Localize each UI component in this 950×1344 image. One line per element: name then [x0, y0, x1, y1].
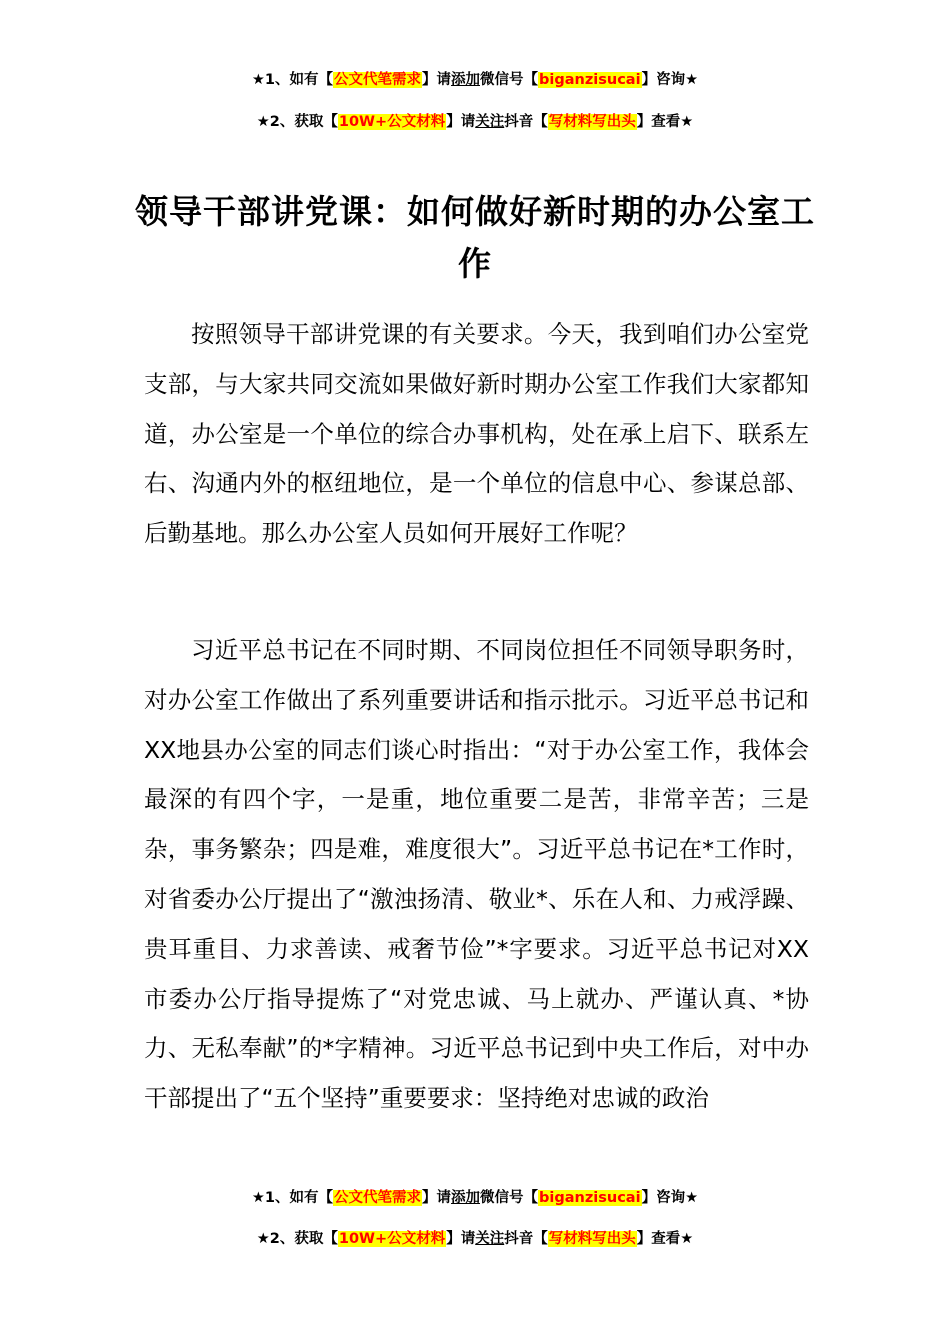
footer-banner-line-2 — [0, 1229, 950, 1249]
highlight-materials: 10W+公文材料 — [338, 1231, 446, 1247]
banner-text: ★1、如有【 — [251, 72, 334, 88]
paragraph-1: 按照领导干部讲党课的有关要求。今天，我到咱们办公室党支部，与大家共同交流如果做好新时期办公室工作我们大家都知道，办公室是一个单位的综合办事机构，处在承上启下、联系左右、沟通内外的枢纽地位，是一个单位的信息中心、参谋总部、后勤基地。那么办公室人员如何开展好工作呢？ — [144, 320, 809, 548]
document-title: 领导干部讲党课：如何做好新时期的办公室工作 — [135, 192, 815, 283]
highlight-wechat-id: biganzisucai — [539, 72, 641, 88]
header-banner-line-2 — [0, 112, 950, 132]
banner-text: ★2、获取【 — [256, 114, 338, 130]
highlight-materials: 10W+公文材料 — [338, 114, 446, 130]
banner-text: ★2、获取【 — [256, 1231, 338, 1247]
banner-text: 】请 — [422, 72, 452, 88]
banner-text: 】请 — [446, 1231, 476, 1247]
highlight-service: 公文代笔需求 — [334, 72, 422, 88]
highlight-service: 公文代笔需求 — [334, 1190, 422, 1206]
highlight-wechat-id: biganzisucai — [539, 1190, 641, 1206]
banner-underlined-text: 关注 — [475, 114, 505, 130]
banner-text: 抖音【 — [504, 114, 548, 130]
footer-banner-line-1 — [0, 1188, 950, 1208]
banner-text: 微信号【 — [480, 1190, 539, 1206]
banner-text: 】请 — [422, 1190, 452, 1206]
banner-text: 抖音【 — [504, 1231, 548, 1247]
banner-text: 】咨询★ — [641, 1190, 699, 1206]
header-banner-line-1 — [0, 70, 950, 90]
banner-text: 】咨询★ — [641, 72, 699, 88]
highlight-douyin-account: 写材料写出头 — [548, 114, 636, 130]
banner-text: 微信号【 — [480, 72, 539, 88]
banner-underlined-text: 添加 — [451, 72, 481, 88]
banner-text: ★1、如有【 — [251, 1190, 334, 1206]
highlight-douyin-account: 写材料写出头 — [548, 1231, 636, 1247]
paragraph-2: 习近平总书记在不同时期、不同岗位担任不同领导职务时，对办公室工作做出了系列重要讲话和指示批示。习近平总书记和XX地县办公室的同志们谈心时指出：“对于办公室工作，我体会最深的有四个字，一是重，地位重要二是苦，非常辛苦；三是杂，事务繁杂；四是难，难度很大”。习近平总书记在*工作时，对省委办公厅提出了“激浊扬清、敬业*、乐在人和、力戒浮躁、贵耳重目、力求善读、戒奢节俭”*字要求。习近平总书记对XX市委办公厅指导提炼了“对党忠诚、马上就办、严谨认真、*协力、无私奉献”的*字精神。习近平总书记到中央工作后，对中办干部提出了“五个坚持”重要要求：坚持绝对忠诚的政治 — [144, 636, 809, 1113]
banner-text: 】查看★ — [636, 1231, 694, 1247]
banner-text: 】请 — [446, 114, 476, 130]
banner-text: 】查看★ — [636, 114, 694, 130]
banner-underlined-text: 添加 — [451, 1190, 481, 1206]
banner-underlined-text: 关注 — [475, 1231, 505, 1247]
